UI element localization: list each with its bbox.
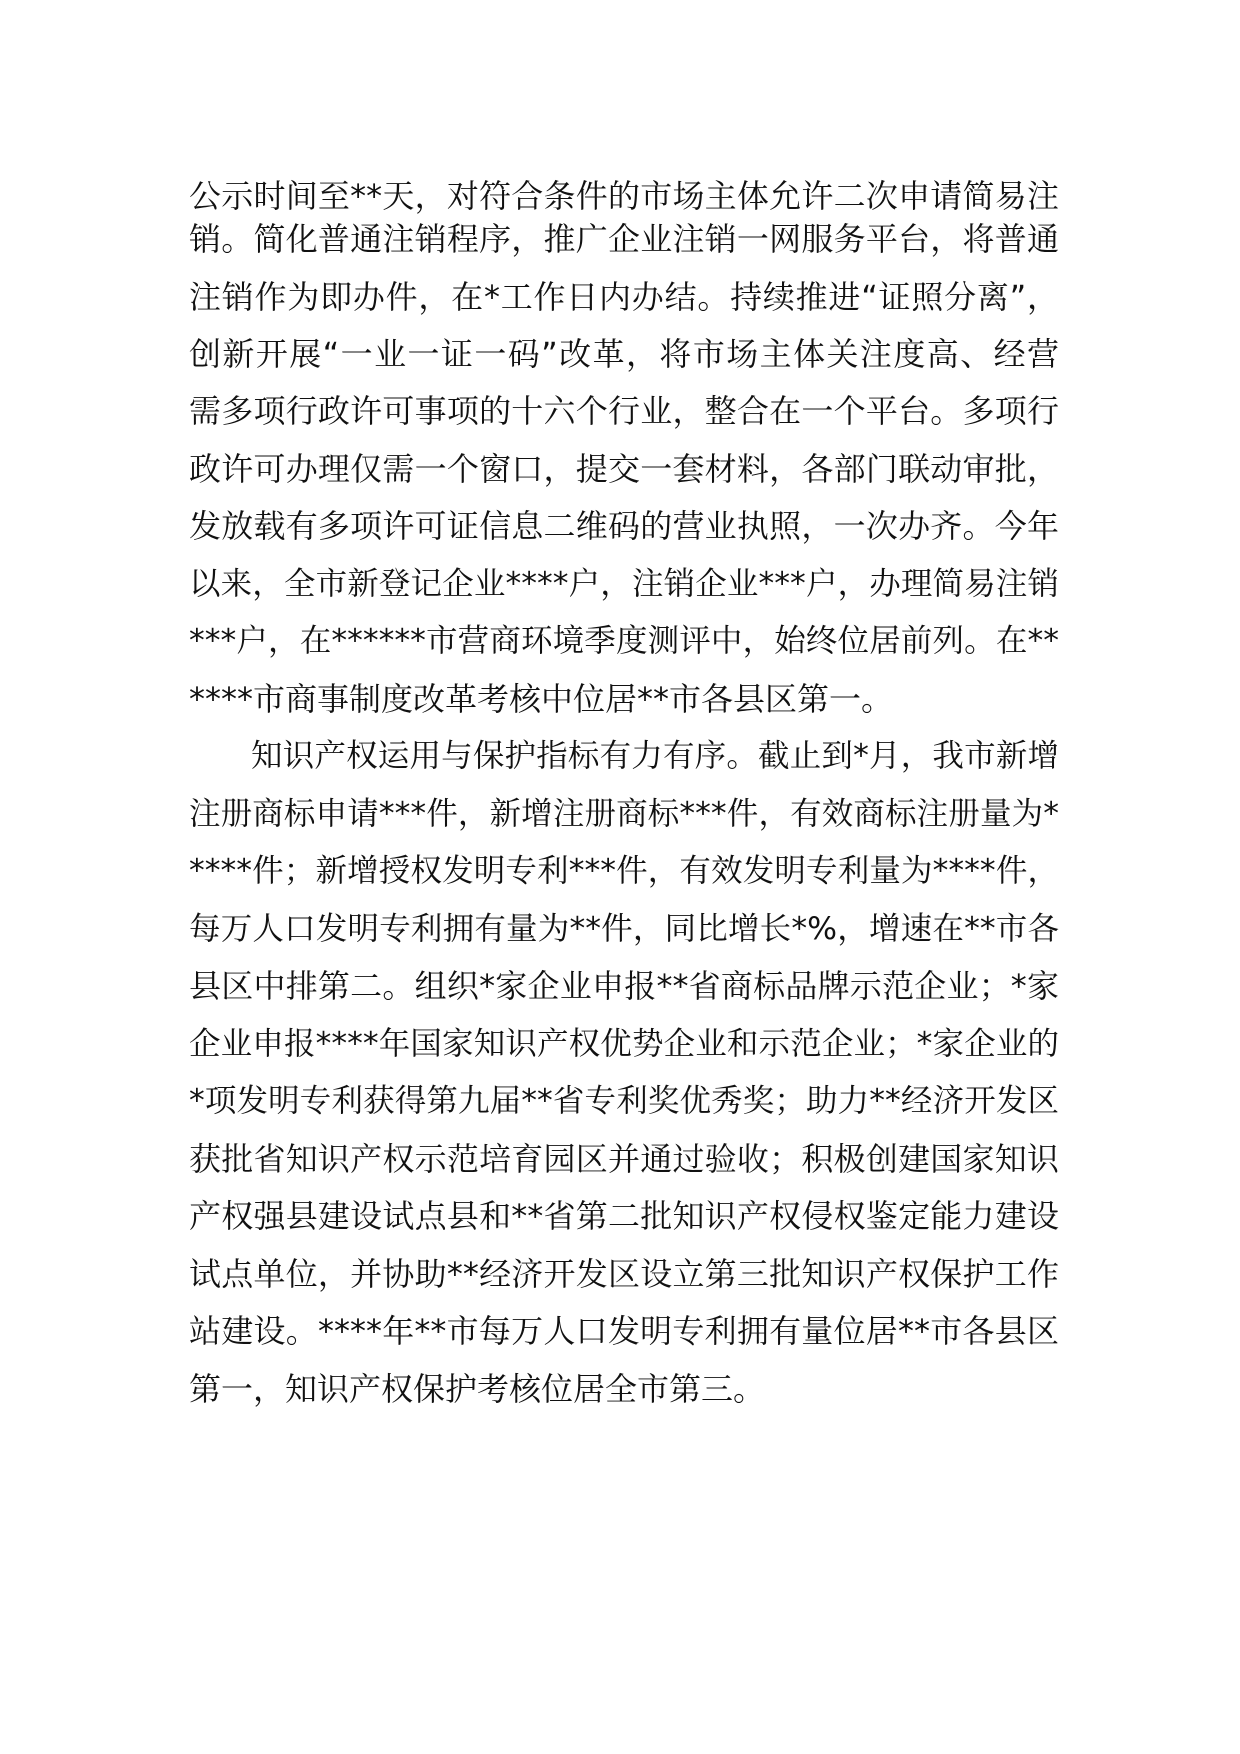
paragraph-line: 获批省知识产权示范培育园区并通过验收；积极创建国家知识	[189, 1140, 1059, 1178]
paragraph-line: ****市商事制度改革考核中位居**市各县区第一。	[189, 680, 894, 718]
paragraph-line: *项发明专利获得第九届**省专利奖优秀奖；助力**经济开发区	[189, 1083, 1059, 1119]
paragraph-line: 县区中排第二。组织*家企业申报**省商标品牌示范企业；*家	[189, 967, 1059, 1005]
paragraph-line: 注销作为即办件，在*工作日内办结。持续推进“证照分离”，	[189, 278, 1059, 316]
paragraph-line: 政许可办理仅需一个窗口，提交一套材料，各部门联动审批，	[189, 450, 1059, 488]
paragraph-line: 公示时间至**天，对符合条件的市场主体允许二次申请简易注	[189, 177, 1059, 215]
paragraph-line: 以来，全市新登记企业****户，注销企业***户，办理简易注销	[189, 566, 1059, 602]
paragraph-line: 每万人口发明专利拥有量为**件，同比增长*%，增速在**市各	[189, 911, 1059, 947]
paragraph-line: 第一，知识产权保护考核位居全市第三。	[189, 1370, 766, 1408]
paragraph-line: 销。简化普通注销程序，推广企业注销一网服务平台，将普通	[189, 220, 1059, 258]
paragraph-line: 发放载有多项许可证信息二维码的营业执照，一次办齐。今年	[189, 507, 1059, 545]
paragraph-line: ****件；新增授权发明专利***件，有效发明专利量为****件，	[189, 853, 1059, 889]
paragraph-line: 知识产权运用与保护指标有力有序。截止到*月，我市新增	[251, 738, 1059, 774]
paragraph-line: 注册商标申请***件，新增注册商标***件，有效商标注册量为*	[189, 796, 1059, 832]
paragraph-line: 企业申报****年国家知识产权优势企业和示范企业；*家企业的	[189, 1026, 1059, 1062]
paragraph-line: ***户，在******市营商环境季度测评中，始终位居前列。在**	[189, 623, 1059, 659]
paragraph-line: 试点单位，并协助**经济开发区设立第三批知识产权保护工作	[189, 1255, 1059, 1293]
paragraph-line: 创新开展“一业一证一码”改革，将市场主体关注度高、经营	[189, 335, 1059, 373]
paragraph-line: 需多项行政许可事项的十六个行业，整合在一个平台。多项行	[189, 392, 1059, 430]
paragraph-line: 站建设。****年**市每万人口发明专利拥有量位居**市各县区	[189, 1312, 1059, 1350]
paragraph-line: 产权强县建设试点县和**省第二批知识产权侵权鉴定能力建设	[189, 1197, 1059, 1235]
